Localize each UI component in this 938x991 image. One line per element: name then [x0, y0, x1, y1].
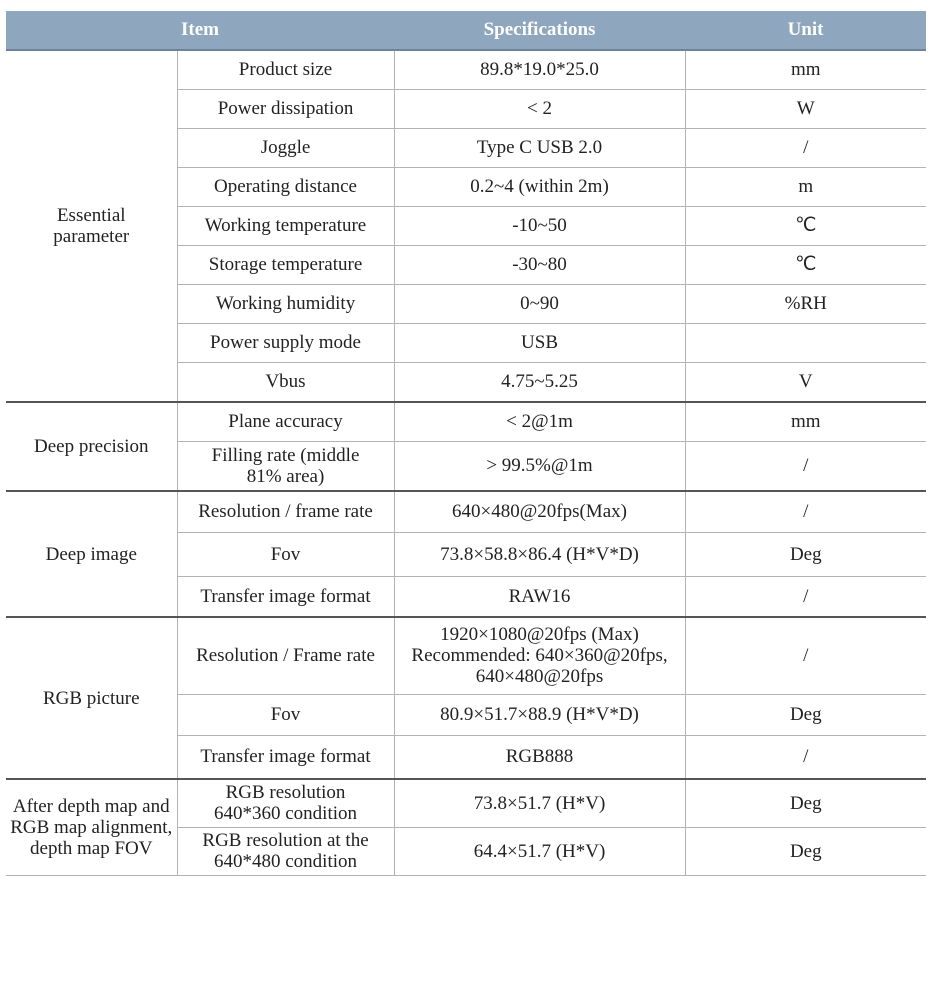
unit-cell: ℃: [685, 245, 926, 284]
category-cell: Deep precision: [6, 402, 177, 491]
spec-cell: RGB888: [394, 735, 685, 779]
spec-cell: 1920×1080@20fps (Max) Recommended: 640×360@20fps, 640×480@20fps: [394, 617, 685, 694]
category-cell: After depth map and RGB map alignment, depth map FOV: [6, 779, 177, 875]
unit-cell: W: [685, 89, 926, 128]
unit-cell: /: [685, 128, 926, 167]
spec-table: [6, 11, 926, 876]
spec-cell: 4.75~5.25: [394, 362, 685, 402]
spec-cell: < 2@1m: [394, 402, 685, 441]
item-cell: Fov: [177, 532, 394, 576]
item-cell: Power dissipation: [177, 89, 394, 128]
unit-cell: %RH: [685, 284, 926, 323]
item-cell: Transfer image format: [177, 576, 394, 617]
item-cell: Fov: [177, 694, 394, 735]
category-cell: RGB picture: [6, 617, 177, 779]
spec-cell: RAW16: [394, 576, 685, 617]
spec-cell: < 2: [394, 89, 685, 128]
spec-cell: 80.9×51.7×88.9 (H*V*D): [394, 694, 685, 735]
unit-cell: Deg: [685, 532, 926, 576]
unit-cell: ℃: [685, 206, 926, 245]
unit-cell: /: [685, 491, 926, 532]
unit-cell: /: [685, 735, 926, 779]
table-row: [6, 50, 926, 89]
item-cell: RGB resolution at the 640*480 condition: [177, 827, 394, 875]
item-cell: Resolution / Frame rate: [177, 617, 394, 694]
unit-cell: Deg: [685, 827, 926, 875]
item-cell: Power supply mode: [177, 323, 394, 362]
item-cell: Working humidity: [177, 284, 394, 323]
spec-cell: 73.8×58.8×86.4 (H*V*D): [394, 532, 685, 576]
item-cell: Product size: [177, 50, 394, 89]
unit-cell: m: [685, 167, 926, 206]
spec-cell: 0~90: [394, 284, 685, 323]
item-cell: RGB resolution 640*360 condition: [177, 779, 394, 827]
unit-cell: /: [685, 576, 926, 617]
spec-cell: 64.4×51.7 (H*V): [394, 827, 685, 875]
unit-cell: Deg: [685, 779, 926, 827]
item-cell: Vbus: [177, 362, 394, 402]
spec-cell: USB: [394, 323, 685, 362]
spec-cell: 640×480@20fps(Max): [394, 491, 685, 532]
spec-cell: Type C USB 2.0: [394, 128, 685, 167]
spec-cell: 73.8×51.7 (H*V): [394, 779, 685, 827]
item-cell: Storage temperature: [177, 245, 394, 284]
unit-cell: mm: [685, 50, 926, 89]
table-row: [6, 779, 926, 827]
unit-cell: V: [685, 362, 926, 402]
spec-cell: -10~50: [394, 206, 685, 245]
item-cell: Operating distance: [177, 167, 394, 206]
item-cell: Resolution / frame rate: [177, 491, 394, 532]
item-cell: Plane accuracy: [177, 402, 394, 441]
table-row: [6, 402, 926, 441]
header-item: Item: [6, 11, 394, 50]
header-unit: Unit: [685, 11, 926, 50]
unit-cell: /: [685, 441, 926, 491]
item-cell: Transfer image format: [177, 735, 394, 779]
unit-cell: Deg: [685, 694, 926, 735]
category-cell: Essential parameter: [6, 50, 177, 402]
header-specifications: Specifications: [394, 11, 685, 50]
spec-cell: 0.2~4 (within 2m): [394, 167, 685, 206]
table-row: [6, 617, 926, 694]
item-cell: Joggle: [177, 128, 394, 167]
unit-cell: /: [685, 617, 926, 694]
item-cell: Filling rate (middle 81% area): [177, 441, 394, 491]
unit-cell: mm: [685, 402, 926, 441]
spec-cell: -30~80: [394, 245, 685, 284]
spec-cell: > 99.5%@1m: [394, 441, 685, 491]
category-cell: Deep image: [6, 491, 177, 617]
item-cell: Working temperature: [177, 206, 394, 245]
spec-cell: 89.8*19.0*25.0: [394, 50, 685, 89]
table-header-row: [6, 11, 926, 50]
unit-cell: [685, 323, 926, 362]
table-row: [6, 491, 926, 532]
